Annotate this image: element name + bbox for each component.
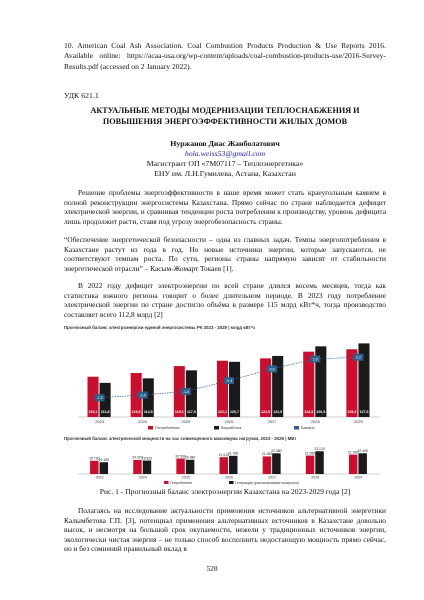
chart-bar bbox=[315, 451, 323, 474]
balance-value-label: -2,3 bbox=[96, 396, 103, 401]
legend-label: Баланс bbox=[301, 425, 315, 431]
bar-value-label: 124,5 bbox=[304, 410, 314, 414]
legend-label: Генерация (располагаемая мощность) bbox=[235, 480, 300, 485]
bar-value-label: 112,8 bbox=[100, 410, 110, 414]
bar-value-label: 119,1 bbox=[174, 410, 184, 414]
author-affiliation: ЕНУ им. Л.Н.Гумилева, Астана, Казахстан bbox=[154, 169, 296, 178]
chart-bar bbox=[217, 361, 228, 417]
bar-value-label: 21 580 bbox=[304, 451, 316, 456]
bar-value-label: 127,6 bbox=[359, 410, 369, 414]
x-tick-label: 2027 bbox=[267, 419, 277, 424]
bar-value-label: 21 490 bbox=[228, 451, 239, 456]
reference-entry: 10. American Coal Ash Association. Coal Combustion Products Production & Use Reports 2016. Available online: https://acaa-usa.org/wp-content/uploads/coal-combustion-products-use/2016-Survey-Results.pdf (accessed on 2 January 2022). bbox=[64, 41, 386, 71]
article-title bbox=[64, 106, 386, 127]
chart-bar bbox=[229, 362, 240, 417]
chart-power-balance-svg bbox=[64, 436, 386, 486]
author-name: Нуржанов Диас Жанболатович bbox=[170, 139, 280, 148]
legend-label: Потребление bbox=[170, 480, 193, 485]
chart-bar bbox=[220, 457, 228, 474]
chart-bar bbox=[176, 459, 184, 474]
chart-energy-balance bbox=[64, 325, 386, 433]
bar-value-label: 23 120 bbox=[314, 447, 325, 452]
chart-bar bbox=[263, 456, 271, 474]
bar-value-label: 122,0 bbox=[261, 410, 271, 414]
x-tick-label: 2028 bbox=[311, 475, 320, 480]
balance-value-label: 2,2 bbox=[355, 355, 361, 360]
chart-energy-balance-svg bbox=[64, 325, 386, 433]
bar-value-label: 20 020 bbox=[132, 455, 143, 460]
legend-label: Потребление bbox=[155, 425, 180, 431]
bar-value-label: 125,4 bbox=[347, 410, 357, 414]
chart-bar bbox=[100, 462, 108, 474]
chart-bar bbox=[229, 456, 237, 474]
legend-swatch bbox=[214, 426, 219, 430]
legend-swatch bbox=[164, 481, 169, 484]
x-tick-label: 2029 bbox=[354, 475, 363, 480]
balance-value-label: 0,9 bbox=[269, 367, 275, 372]
bar-value-label: 122,9 bbox=[273, 410, 283, 414]
paragraph: В 2022 году дефицит электроэнергии по всей стране длился восемь месяцев, тогда как статистика южного региона говорит о более длительном периоде. В 2023 году потребление электрической энергии по стране достигло объёма в размере 115 млрд кВт*ч, тогда производство составляет всего 112,8 млрд [2] bbox=[64, 281, 386, 319]
x-tick-label: 2027 bbox=[268, 475, 277, 480]
x-tick-label: 2026 bbox=[224, 419, 234, 424]
bar-value-label: 21 920 bbox=[347, 450, 359, 455]
balance-value-label: 2,0 bbox=[312, 357, 318, 362]
udk-code: УДК 621.1 bbox=[64, 91, 99, 100]
chart-power-balance bbox=[64, 436, 386, 486]
bar-value-label: 120,7 bbox=[230, 410, 240, 414]
x-tick-label: 2024 bbox=[138, 419, 148, 424]
legend-swatch bbox=[148, 426, 153, 430]
balance-value-label: -0,4 bbox=[225, 379, 233, 383]
paragraph: Полагаясь на исследование актуальности применения источников альтернативной энергетики Калымбетова Г.П. [3], потенциал применения альтернативных источников в Казахстане довольно высок, и несмотря на большой срок окупаемости, нежели у традиционных источников энергии, экологически чистая энергия – не только способ восполнить недостающую мощность прямо сейчас, но и без сомнений правильный вклад в bbox=[64, 506, 386, 554]
bar-value-label: 114,5 bbox=[143, 410, 153, 414]
bar-value-label: 117,5 bbox=[186, 410, 196, 414]
x-tick-label: 2023 bbox=[95, 475, 104, 480]
chart-bar bbox=[133, 460, 141, 474]
bar-value-label: 19 195 bbox=[98, 458, 110, 463]
author-email[interactable]: hola.weiss53@gmail.com bbox=[184, 149, 266, 158]
x-tick-label: 2024 bbox=[138, 475, 147, 480]
legend-swatch bbox=[294, 426, 299, 430]
chart-bar bbox=[186, 460, 194, 474]
chart-title: Прогнозный баланс электроэнергии единой энергосистемы РК 2023 - 2029 | млрд кВт*ч bbox=[64, 325, 255, 330]
chart-bar bbox=[349, 455, 357, 474]
bar-value-label: 22 380 bbox=[271, 449, 282, 454]
author-position: Магистрант ОП «7М07117 – Теплоэнергетика» bbox=[146, 159, 304, 168]
bar-value-label: 121,1 bbox=[217, 410, 227, 414]
legend-swatch bbox=[229, 481, 234, 484]
title-line: ПОВЫШЕНИЯ ЭНЕРГОЭФФЕКТИВНОСТИ ЖИЛЫХ ДОМОВ bbox=[102, 116, 348, 126]
chart-bar bbox=[269, 356, 283, 417]
balance-value-label: -1,6 bbox=[182, 389, 189, 394]
chart-bar bbox=[90, 461, 98, 474]
page-number: 528 bbox=[206, 564, 218, 573]
bar-value-label: 19 730 bbox=[89, 456, 100, 461]
chart-bar bbox=[143, 461, 151, 474]
author-block bbox=[64, 139, 386, 179]
x-tick-label: 2025 bbox=[181, 419, 191, 424]
quote-paragraph: “Обеспечение энергетической безопасности – одна из главных задач. Темпы энергопотребления в Казахстане растут из года в год. Но новые источники энергии, которые запускаются, не соответствуют темпам роста. По сути, регионы страны напрямую зависят от стабильности энергетической отрасли” – Касым-Жомарт Токаев [1]. bbox=[64, 235, 386, 273]
chart-bar bbox=[358, 453, 366, 474]
bar-value-label: 19 810 bbox=[141, 456, 153, 461]
bar-value-label: 116,5 bbox=[131, 410, 141, 414]
chart-bar bbox=[272, 453, 280, 474]
title-line: АКТУАЛЬНЫЕ МЕТОДЫ МОДЕРНИЗАЦИИ ТЕПЛОСНАБЖЕНИЯ И bbox=[90, 106, 360, 115]
figure-caption: Рис. 1 - Прогнозный баланс электроэнергии Казахстана на 2023-2029 года [2] bbox=[99, 487, 351, 496]
balance-value-label: -2,0 bbox=[139, 393, 146, 398]
bar-value-label: 21 010 bbox=[218, 452, 229, 457]
bar-value-label: 126,5 bbox=[316, 410, 326, 414]
x-tick-label: 2028 bbox=[310, 419, 320, 424]
paragraph: Решение проблемы энергоэффективности в наше время может стать краеугольным камнем в полной реконструкции энергосистемы Казахстана. Прямо сейчас по стране наблюдается дефицит электрической энергии, и сравнивая тенденции роста потребления к производству, уровень дефицита лишь продолжит расти, ставя под угрозу энергобезопасность страны. bbox=[64, 188, 386, 226]
bar-value-label: 20 080 bbox=[184, 455, 196, 460]
bar-value-label: 20 530 bbox=[175, 454, 186, 459]
chart-title: Прогнозный баланс электрической мощности на час совмещенного максимума нагрузки, 2023 - 2029 | МВт bbox=[64, 436, 297, 441]
chart-bar bbox=[306, 456, 314, 474]
legend-label: Выработка bbox=[221, 425, 242, 431]
x-tick-label: 2026 bbox=[225, 475, 233, 480]
x-tick-label: 2025 bbox=[181, 475, 190, 480]
x-tick-label: 2029 bbox=[353, 419, 363, 424]
bar-value-label: 115,1 bbox=[88, 410, 98, 414]
x-tick-label: 2023 bbox=[95, 419, 105, 424]
bar-value-label: 22 400 bbox=[357, 449, 368, 454]
bar-value-label: 21 280 bbox=[261, 452, 273, 457]
